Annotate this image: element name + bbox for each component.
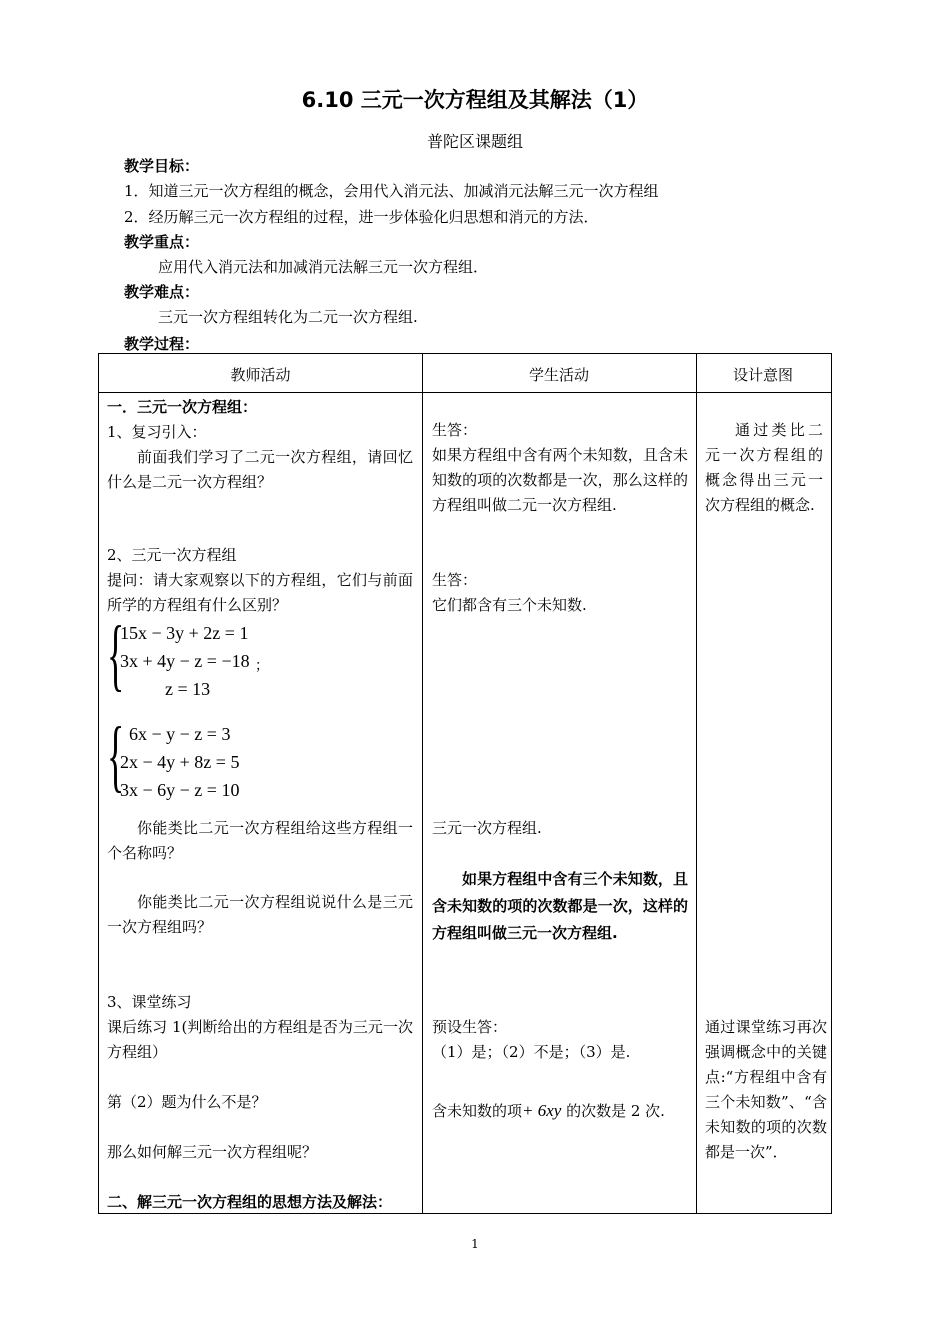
concept-heading: 2、三元一次方程组 — [107, 546, 237, 564]
intent-1 — [705, 418, 823, 518]
lesson-process-table — [98, 353, 832, 1214]
answer-text: 三元一次方程组. — [432, 819, 542, 837]
key-points-heading: 教学重点： — [124, 233, 200, 251]
how-question: 那么如何解三元一次方程组呢？ — [107, 1143, 318, 1161]
review-question: 前面我们学习了二元一次方程组，请回忆什么是二元一次方程组？ — [107, 448, 413, 491]
practice-block — [107, 990, 413, 1065]
name-question-block — [107, 816, 413, 866]
definition-text: 如果方程组中含有三个未知数，且含未知数的项的次数都是一次，这样的方程组叫做三元一次方程组. — [432, 870, 688, 942]
concept-block — [107, 543, 413, 618]
answer-label: 预设生答： — [432, 1018, 508, 1036]
intent-2 — [705, 1015, 827, 1165]
column-divider — [422, 354, 423, 1213]
header-intent: 设计意图 — [732, 366, 793, 384]
left-brace: { — [107, 611, 125, 699]
section-heading-1: 一．三元一次方程组： — [107, 398, 258, 416]
section-2-block — [107, 1190, 423, 1215]
answer-text: 如果方程组中含有两个未知数，且含未知数的项的次数都是一次，那么这样的方程组叫做二元一次方程组. — [432, 446, 688, 514]
why-question-block — [107, 1090, 413, 1115]
author-group: 普陀区课题组 — [426, 132, 523, 151]
answer-text: （1）是；（2）不是；（3）是. — [432, 1043, 631, 1061]
equation-system-1 — [107, 611, 307, 709]
equation: 2x − 4y + 8z = 5 — [120, 752, 240, 772]
concept-question: 提问：请大家观察以下的方程组，它们与前面所学的方程组有什么区别？ — [107, 571, 413, 614]
equation: 3x − 6y − z = 10 — [120, 780, 240, 800]
page-number: 1 — [471, 1237, 479, 1251]
goal-item-1: 1．知道三元一次方程组的概念，会用代入消元法、加减消元法解三元一次方程组 — [124, 182, 659, 200]
difficulties-text: 三元一次方程组转化为二元一次方程组. — [158, 308, 418, 326]
student-answer-2 — [432, 568, 688, 618]
student-degree-answer — [432, 1098, 698, 1124]
equation: 3x + 4y − z = −18 — [120, 651, 250, 671]
teacher-column — [107, 395, 413, 495]
equation: z = 13 — [165, 679, 211, 699]
goals-heading: 教学目标： — [124, 157, 200, 175]
difficulties-heading: 教学难点： — [124, 283, 200, 301]
equation-system-2 — [107, 712, 307, 810]
left-brace: { — [107, 712, 125, 800]
practice-heading: 3、课堂练习 — [107, 993, 192, 1011]
intent-text: 通过课堂练习再次强调概念中的关键点:“方程组中含有三个未知数”、“含未知数的项的次数都是一次”． — [705, 1018, 827, 1161]
page-title: 6.10 三元一次方程组及其解法（1） — [301, 88, 649, 112]
answer-text: 的次数是 2 次. — [561, 1102, 665, 1120]
define-question: 你能类比二元一次方程组说说什么是三元一次方程组吗？ — [107, 893, 413, 936]
header-teacher: 教师活动 — [230, 366, 291, 384]
equation: 6x − y − z = 3 — [129, 724, 231, 744]
student-definition — [432, 866, 688, 947]
separator: ； — [255, 659, 269, 674]
student-preset-answer — [432, 1015, 688, 1065]
how-question-block — [107, 1140, 413, 1165]
why-question: 第（2）题为什么不是？ — [107, 1093, 267, 1111]
process-heading: 教学过程： — [124, 335, 200, 353]
goal-item-2: 2．经历解三元一次方程组的过程，进一步体验化归思想和消元的方法． — [124, 208, 599, 226]
student-answer-3 — [432, 816, 688, 841]
intent-text: 通过类比二元一次方程组的概念得出三元一次方程组的概念. — [705, 421, 823, 514]
header-student: 学生活动 — [528, 366, 589, 384]
answer-label: 生答： — [432, 571, 478, 589]
answer-label: 生答： — [432, 421, 478, 439]
practice-question: 课后练习 1(判断给出的方程组是否为三元一次方程组） — [107, 1018, 413, 1061]
key-points-text: 应用代入消元法和加减消元法解三元一次方程组． — [158, 258, 489, 276]
math-term: + 6xy — [522, 1101, 562, 1120]
column-divider — [696, 354, 697, 1213]
review-heading: 1、复习引入： — [107, 423, 207, 441]
header-divider — [99, 392, 831, 393]
define-question-block — [107, 890, 413, 940]
answer-text: 它们都含有三个未知数. — [432, 596, 587, 614]
section-heading-2: 二、解三元一次方程组的思想方法及解法： — [107, 1193, 393, 1211]
equation: 15x − 3y + 2z = 1 — [120, 623, 249, 643]
student-answer-1 — [432, 418, 688, 518]
name-question: 你能类比二元一次方程组给这些方程组一个名称吗？ — [107, 819, 413, 862]
answer-text: 含未知数的项 — [432, 1102, 523, 1120]
